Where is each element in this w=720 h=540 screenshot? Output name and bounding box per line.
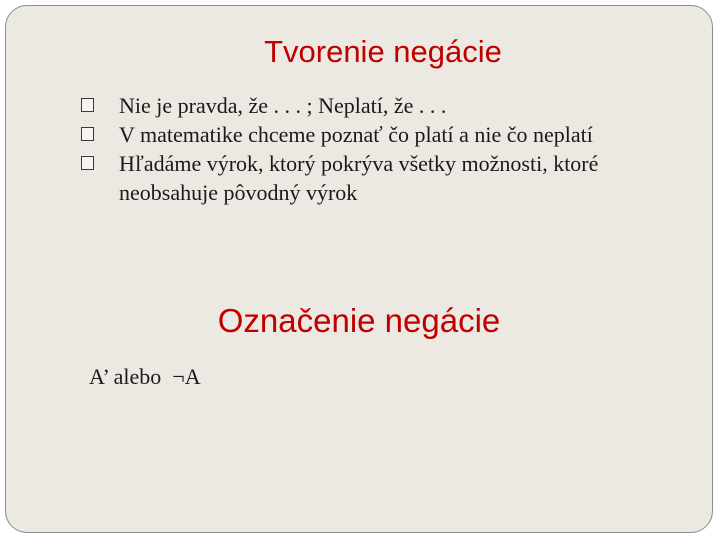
slide-title: Tvorenie negácie (264, 34, 502, 69)
slide (5, 5, 713, 533)
checkbox-square-icon (81, 156, 94, 170)
bullet-text: Nie je pravda, že . . . ; Neplatí, že . . . (119, 93, 447, 118)
bullet-text: V matematike chceme poznať čo platí a nie čo neplatí (119, 122, 593, 147)
bullet-list (79, 91, 679, 207)
bullet-item (79, 91, 679, 120)
bullet-item (79, 120, 679, 149)
section-subtitle: Označenie negácie (217, 302, 501, 339)
negation-notation: A’ alebo ¬A (89, 364, 201, 389)
bullet-item (79, 149, 679, 207)
checkbox-square-icon (81, 127, 94, 141)
checkbox-square-icon (81, 98, 94, 112)
bullet-text: Hľadáme výrok, ktorý pokrýva všetky možnosti, ktoré neobsahuje pôvodný výrok (119, 151, 599, 205)
